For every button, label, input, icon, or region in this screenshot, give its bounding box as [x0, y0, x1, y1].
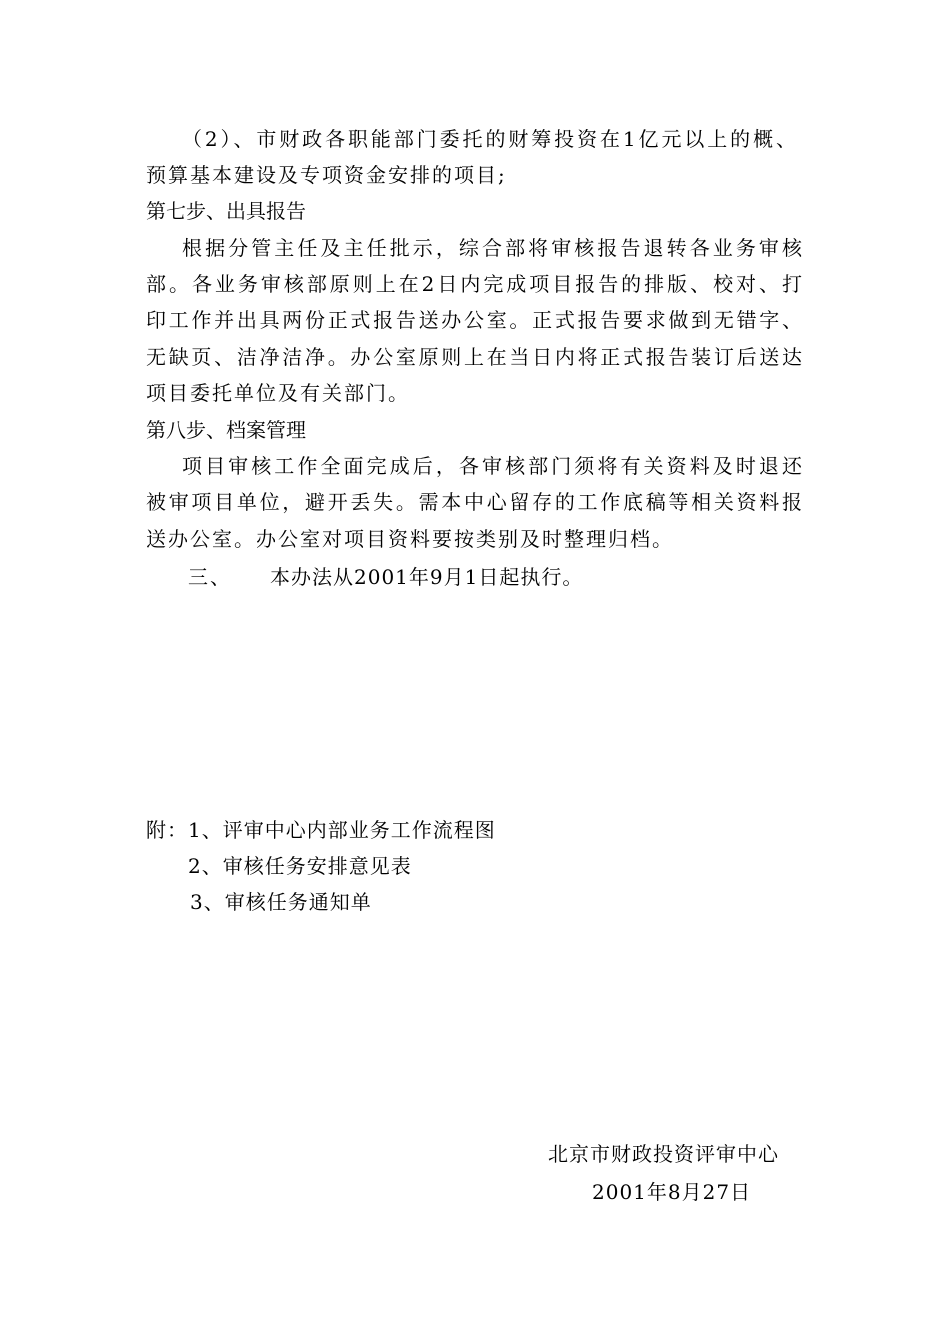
step8-line-3: 送办公室。办公室对项目资料要按类别及时整理归档。: [146, 527, 674, 551]
step8-heading: 第八步、档案管理: [146, 418, 306, 442]
step8-line-1: 项目审核工作全面完成后，各审核部门须将有关资料及时退还: [182, 454, 804, 478]
signature-date: 2001年8月27日: [592, 1180, 752, 1204]
step7-line-1: 根据分管主任及主任批示，综合部将审核报告退转各业务审核: [182, 236, 804, 260]
step7-line-2: 部。各业务审核部原则上在2日内完成项目报告的排版、校对、打: [146, 272, 804, 296]
step7-line-4: 无缺页、洁净洁净。办公室原则上在当日内将正式报告装订后送达: [146, 345, 804, 369]
attachment-1: 附：1、评审中心内部业务工作流程图: [146, 818, 496, 842]
step7-line-5: 项目委托单位及有关部门。: [146, 381, 410, 405]
attachment-2: 2、审核任务安排意见表: [188, 854, 412, 878]
step7-heading: 第七步、出具报告: [146, 199, 306, 223]
signature-org: 北京市财政投资评审中心: [548, 1142, 779, 1166]
step7-line-3: 印工作并出具两份正式报告送办公室。正式报告要求做到无错字、: [146, 308, 804, 332]
attachment-3: 3、审核任务通知单: [190, 890, 372, 914]
step8-line-2: 被审项目单位，避开丢失。需本中心留存的工作底稿等相关资料报: [146, 490, 804, 514]
section3-text: 本办法从2001年9月1日起执行。: [270, 565, 584, 589]
paragraph-2-line-2: 预算基本建设及专项资金安排的项目;: [146, 163, 507, 187]
paragraph-2-line-1: （2）、市财政各职能部门委托的财筹投资在1亿元以上的概、: [182, 127, 798, 151]
section3-marker: 三、: [188, 565, 232, 589]
